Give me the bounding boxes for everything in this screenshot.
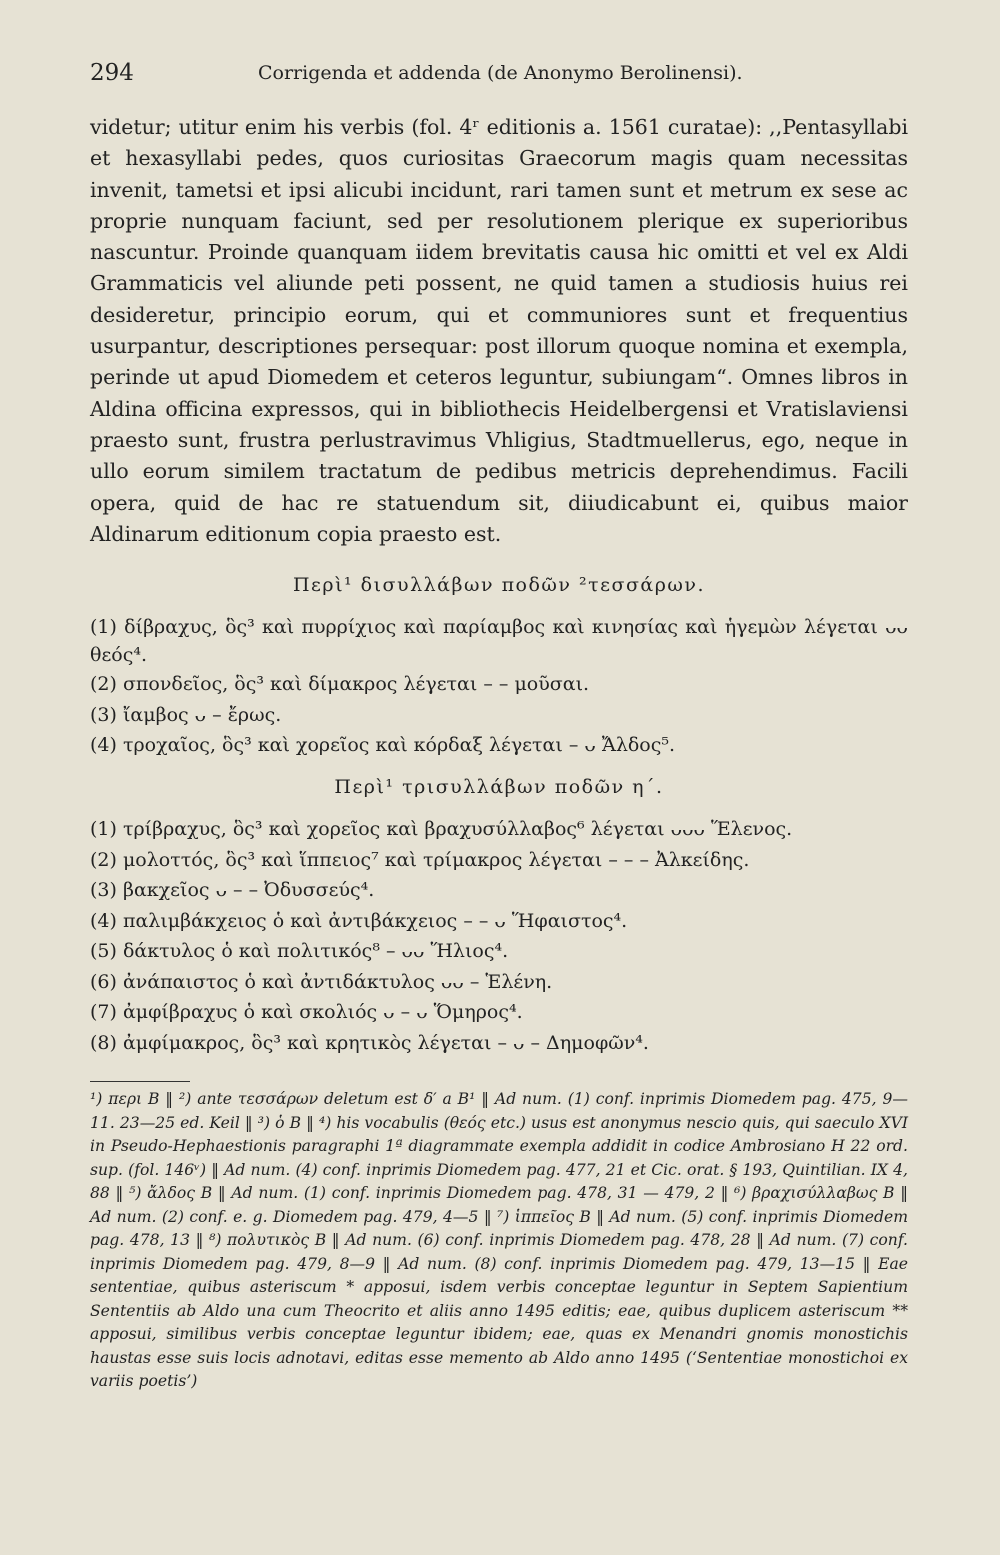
body-paragraph: videtur; utitur enim his verbis (fol. 4ʳ editionis a. 1561 curatae): ,,Pentasyllabi et hexasyllabi pedes, quos curiositas Graecorum magis quam necessitas invenit, tametsi et ipsi alicubi incidunt, rari tamen sunt et metrum ex sese ac proprie nunquam faciunt, sed per resolutionem plerique ex superioribus nascuntur. Proinde quanquam iidem brevitatis causa hic omitti et vel ex Aldi Grammaticis vel aliunde peti possent, ne quid tamen a studiosis huius rei desideretur, principio eorum, qui et communiores sunt et frequentius usurpantur, descriptiones persequar: post illorum quoque nomina et exempla, perinde ut apud Diomedem et ceteros leguntur, subiungam“. Omnes libros in Aldina officina expressos, qui in bibliothecis Heidelbergensi et Vratislaviensi praesto sunt, frustra perlustravimus Vhligius, Stadtmuellerus, ego, neque in ullo eorum similem tractatum de pedibus metricis deprehendimus. Facili opera, quid de hac re statuendum sit, diiudicabunt ei, quibus maior Aldinarum editionum copia praesto est. — [90, 115, 908, 546]
page-header — [90, 60, 910, 92]
trisyllabic-feet-list — [90, 814, 908, 1058]
list-item: (8) ἀμφίμακρος, ὃς³ καὶ κρητικὸς λέγεται – ᴗ – Δημοφῶν⁴. — [90, 1031, 649, 1054]
section-title-trisyllabic: Περὶ¹ τρισυλλάβων ποδῶν η΄. — [334, 776, 664, 798]
page-number: 294 — [90, 60, 134, 86]
section-title-disyllabic: Περὶ¹ δισυλλάβων ποδῶν ²τεσσάρων. — [292, 574, 706, 596]
list-item: (3) ἴαμβος ᴗ – ἔρως. — [90, 703, 282, 726]
disyllabic-feet-list — [90, 614, 908, 761]
footnotes-text: ¹) περι B ‖ ²) ante τεσσάρων deletum est δ′ a B¹ ‖ Ad num. (1) conf. inprimis Diomedem pag. 475, 9—11. 23—25 ed. Keil ‖ ³) ὁ B ‖ ⁴) his vocabulis (θεός etc.) usus est anonymus nescio quis, qui saeculo XVI in Pseudo-Hephaestionis paragraphi 1ª diagrammate exempla addidit in codice Ambrosiano H 22 ord. sup. (fol. 146ᵛ) ‖ Ad num. (4) conf. inprimis Diomedem pag. 477, 21 et Cic. orat. § 193, Quintilian. IX 4, 88 ‖ ⁵) ἄλδος B ‖ Ad num. (1) conf. inprimis Diomedem pag. 478, 31 — 479, 2 ‖ ⁶) βραχισύλλαβως B ‖ Ad num. (2) conf. e. g. Diomedem pag. 479, 4—5 ‖ ⁷) ἱππεῖος B ‖ Ad num. (5) conf. inprimis Diomedem pag. 478, 13 ‖ ⁸) πολυτικὸς B ‖ Ad num. (6) conf. inprimis Diomedem pag. 478, 28 ‖ Ad num. (7) conf. inprimis Diomedem pag. 479, 8—9 ‖ Ad num. (8) conf. inprimis Diomedem pag. 479, 13—15 ‖ Eae sententiae, quibus asteriscum * apposui, isdem verbis conceptae leguntur in Septem Sapientium Sententiis ab Aldo una cum Theocrito et aliis anno 1495 editis; eae, quibus duplicem asteriscum ** apposui, similibus verbis conceptae leguntur ibidem; eae, quas ex Menandri gnomis monostichis haustas esse suis locis adnotavi, editas esse memento ab Aldo anno 1495 (‘Sententiae monostichoi ex variis poetis’) — [90, 1090, 908, 1390]
list-item: (1) τρίβραχυς, ὃς³ καὶ χορεῖος καὶ βραχυσύλλαβος⁶ λέγεται ᴗᴗᴗ Ἕλενος. — [90, 818, 793, 840]
list-item: (5) δάκτυλος ὁ καὶ πολιτικός⁸ – ᴗᴗ Ἥλιος⁴. — [90, 940, 509, 962]
list-item: (2) μολοττός, ὃς³ καὶ ἵππειος⁷ καὶ τρίμακρος λέγεται – – – Ἀλκείδης. — [90, 848, 750, 871]
body-text-block — [90, 112, 908, 550]
list-item: (3) βακχεῖος ᴗ – – Ὀδυσσεύς⁴. — [90, 879, 375, 901]
footnotes-block — [90, 1088, 908, 1394]
list-item: (1) δίβραχυς, ὃς³ καὶ πυρρίχιος καὶ παρίαμβος καὶ κινησίας καὶ ἡγεμὼν λέγεται ᴗᴗ θεός⁴. — [90, 616, 908, 666]
running-title: Corrigenda et addenda (de Anonymo Berolinensi). — [258, 62, 743, 84]
list-item: (7) ἀμφίβραχυς ὁ καὶ σκολιός ᴗ – ᴗ Ὅμηρος⁴. — [90, 1001, 523, 1023]
list-item: (6) ἀνάπαιστος ὁ καὶ ἀντιδάκτυλος ᴗᴗ – Ἑλένη. — [90, 970, 553, 993]
list-item: (4) τροχαῖος, ὃς³ καὶ χορεῖος καὶ κόρδαξ λέγεται – ᴗ Ἄλδος⁵. — [90, 734, 676, 756]
list-item: (4) παλιμβάκχειος ὁ καὶ ἀντιβάκχειος – – ᴗ Ἥφαιστος⁴. — [90, 909, 628, 932]
footnote-divider — [90, 1081, 190, 1082]
list-item: (2) σπονδεῖος, ὃς³ καὶ δίμακρος λέγεται – – μοῦσαι. — [90, 673, 590, 695]
